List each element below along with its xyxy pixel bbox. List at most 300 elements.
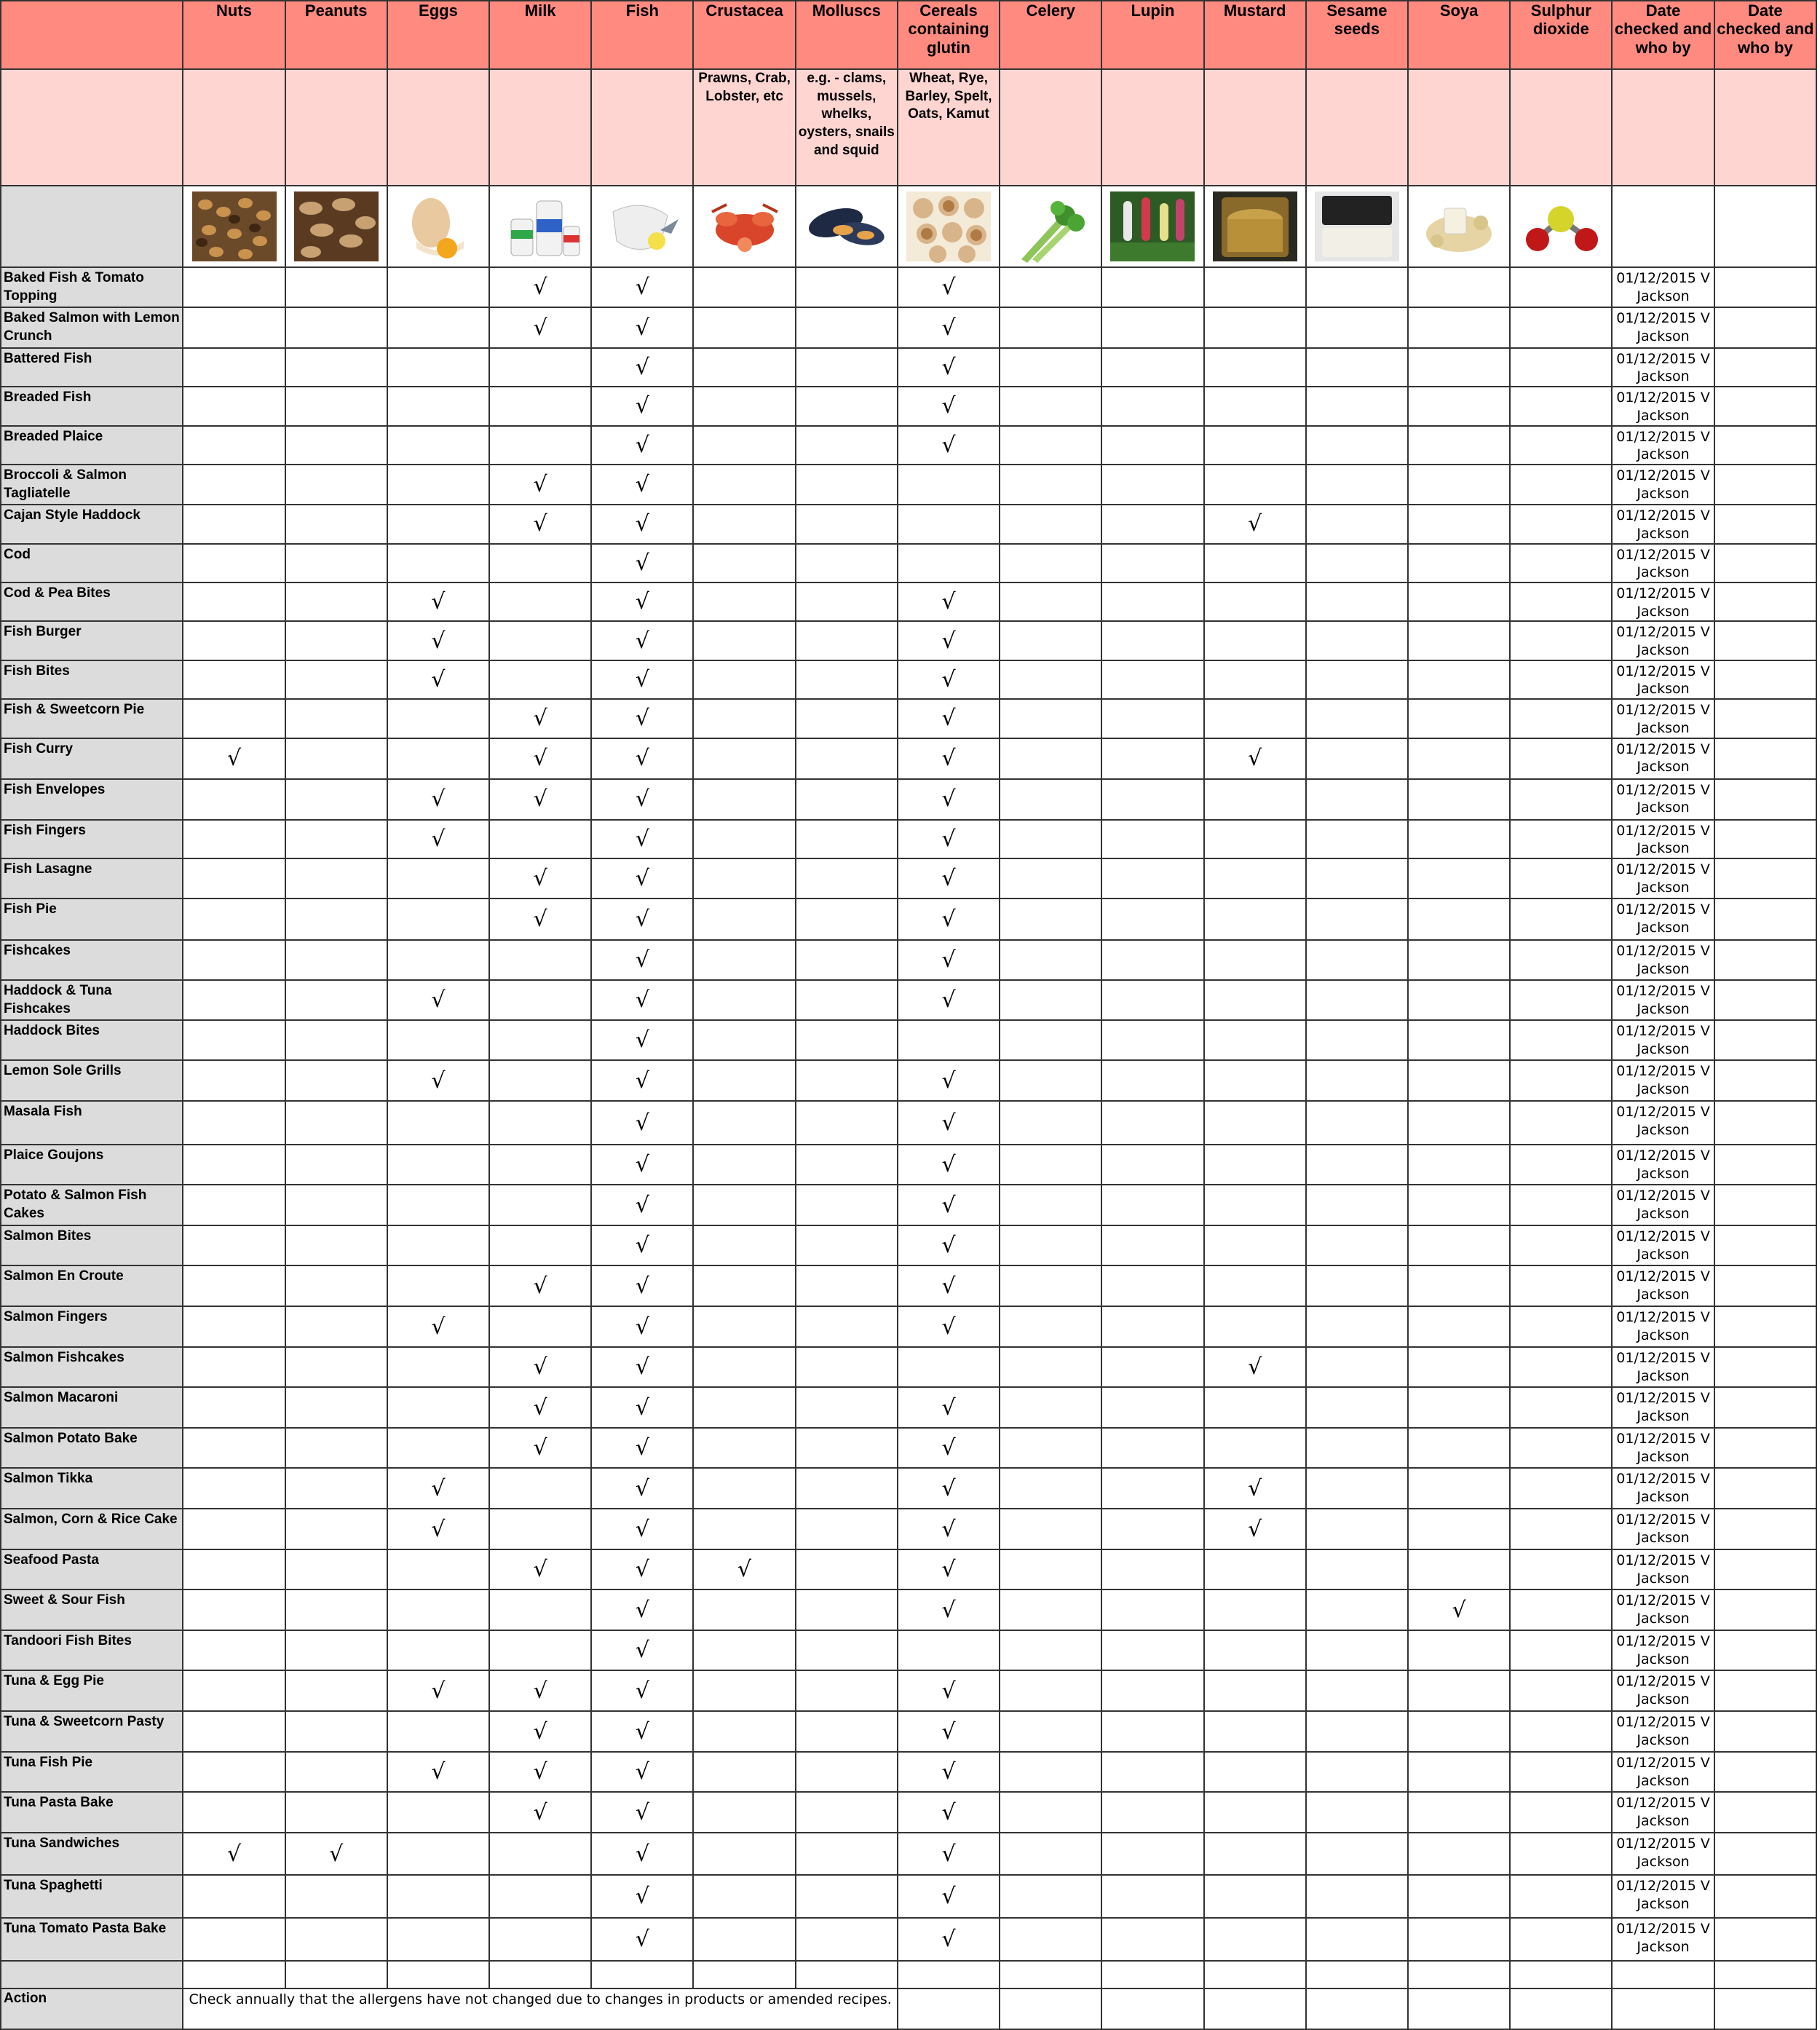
check-mark: √ (431, 1759, 446, 1785)
cell-soya (1408, 1589, 1510, 1630)
cell-eggs (387, 387, 489, 425)
check-mark: √ (533, 1799, 547, 1825)
cell-nuts (183, 820, 285, 858)
action-note: Check annually that the allergens have not changed due to changes in products or amended recipes. (183, 1988, 898, 2029)
check-mark: √ (635, 1557, 649, 1583)
date-checked-cell: 01/12/2015 V Jackson (1612, 858, 1714, 899)
cell-mustard (1204, 1630, 1306, 1670)
cell-soya (1408, 858, 1510, 899)
cell-cereals (898, 1468, 1000, 1509)
cell-sesame (1306, 699, 1408, 738)
cell-sulphur (1510, 1265, 1612, 1306)
check-mark: √ (635, 1718, 649, 1745)
cell-lupin (1101, 1060, 1203, 1101)
date-checked-cell-2 (1714, 1185, 1816, 1225)
cell-nuts (183, 738, 285, 779)
cell-sulphur (1510, 1306, 1612, 1347)
cell-molluscs (796, 621, 898, 660)
cell-sulphur (1510, 621, 1612, 660)
cell-soya (1408, 267, 1510, 307)
dish-name: Cajan Style Haddock (1, 505, 183, 543)
cell-soya (1408, 738, 1510, 779)
cell-soya (1408, 899, 1510, 940)
table-row (1, 621, 1816, 660)
date-checked-cell: 01/12/2015 V Jackson (1612, 1060, 1714, 1101)
table-row (1, 267, 1816, 307)
cell-peanuts (285, 1792, 387, 1833)
date-checked-cell-2 (1714, 544, 1816, 582)
date-checked-cell: 01/12/2015 V Jackson (1612, 465, 1714, 505)
cell-milk (489, 1060, 591, 1101)
cell-soya (1408, 1630, 1510, 1670)
date-checked-cell-2 (1714, 1347, 1816, 1387)
header-celery: Celery (1000, 1, 1101, 69)
cell-fish (591, 1428, 693, 1468)
cell-molluscs (796, 940, 898, 980)
check-mark: √ (941, 666, 956, 692)
cell-cereals (898, 899, 1000, 940)
cell-lupin (1101, 980, 1203, 1020)
dish-name: Tuna & Sweetcorn Pasty (1, 1711, 183, 1752)
check-mark: √ (635, 1110, 649, 1136)
cell-fish (591, 1549, 693, 1589)
date-checked-cell-2 (1714, 1509, 1816, 1549)
check-mark: √ (635, 315, 649, 341)
header-mustard: Mustard (1204, 1, 1306, 69)
cell-eggs (387, 1265, 489, 1306)
check-mark: √ (941, 1884, 956, 1910)
cell-nuts (183, 465, 285, 505)
date-checked-cell: 01/12/2015 V Jackson (1612, 1428, 1714, 1468)
cell-celery (1000, 1347, 1101, 1387)
sulphur-dioxide-icon (1517, 190, 1605, 263)
subheader-cereals: Wheat, Rye, Barley, Spelt, Oats, Kamut (898, 69, 1000, 186)
cell-molluscs (796, 1670, 898, 1711)
date-checked-cell: 01/12/2015 V Jackson (1612, 1101, 1714, 1145)
blank-cell (1204, 1961, 1306, 1988)
cell-celery (1000, 465, 1101, 505)
cell-lupin (1101, 779, 1203, 820)
cell-mustard (1204, 426, 1306, 465)
cell-soya (1408, 779, 1510, 820)
header-sesame: Sesame seeds (1306, 1, 1408, 69)
cell-cereals (898, 1792, 1000, 1833)
cell-soya (1408, 1918, 1510, 1961)
check-mark: √ (635, 826, 649, 852)
cell-milk (489, 1792, 591, 1833)
dish-name: Fish Bites (1, 660, 183, 699)
check-mark: √ (533, 906, 547, 932)
cell-lupin (1101, 1145, 1203, 1185)
cell-peanuts (285, 699, 387, 738)
action-empty-cell (1612, 1988, 1714, 2029)
cell-eggs (387, 1752, 489, 1792)
cell-nuts (183, 544, 285, 582)
check-mark: √ (941, 706, 956, 732)
cell-mustard (1204, 1792, 1306, 1833)
blank-cell (1408, 1961, 1510, 1988)
cell-eggs (387, 1347, 489, 1387)
action-empty-cell (1204, 1988, 1306, 2029)
cell-eggs (387, 699, 489, 738)
cell-celery (1000, 1387, 1101, 1428)
cell-sesame (1306, 980, 1408, 1020)
table-row (1, 465, 1816, 505)
subheader-celery (1000, 69, 1101, 186)
cell-fish (591, 699, 693, 738)
check-mark: √ (635, 1597, 649, 1623)
check-mark: √ (941, 1435, 956, 1461)
date-checked-cell-2 (1714, 465, 1816, 505)
cell-crustacea (693, 1875, 795, 1918)
table-row (1, 738, 1816, 779)
cell-eggs (387, 858, 489, 899)
date-checked-cell-2 (1714, 1875, 1816, 1918)
date-checked-cell-2 (1714, 1145, 1816, 1185)
table-row (1, 1918, 1816, 1961)
cell-milk (489, 267, 591, 307)
cell-fish (591, 1185, 693, 1225)
date-checked-cell: 01/12/2015 V Jackson (1612, 1792, 1714, 1833)
cell-soya (1408, 348, 1510, 387)
cell-cereals (898, 980, 1000, 1020)
date-checked-cell-2 (1714, 899, 1816, 940)
cell-soya (1408, 1020, 1510, 1060)
date-checked-cell-2 (1714, 582, 1816, 621)
cell-eggs (387, 544, 489, 582)
table-row (1, 820, 1816, 858)
check-mark: √ (941, 275, 956, 301)
cell-milk (489, 1428, 591, 1468)
check-mark: √ (1248, 1516, 1262, 1542)
cell-soya (1408, 980, 1510, 1020)
check-mark: √ (431, 786, 446, 812)
cell-crustacea (693, 1145, 795, 1185)
cell-fish (591, 348, 693, 387)
cell-nuts (183, 348, 285, 387)
dish-name: Lemon Sole Grills (1, 1060, 183, 1101)
cell-soya (1408, 1185, 1510, 1225)
cell-eggs (387, 1792, 489, 1833)
check-mark: √ (941, 1718, 956, 1745)
cell-cereals (898, 1670, 1000, 1711)
check-mark: √ (431, 987, 446, 1014)
cell-eggs (387, 307, 489, 347)
cell-sulphur (1510, 1711, 1612, 1752)
cell-lupin (1101, 1711, 1203, 1752)
cell-lupin (1101, 465, 1203, 505)
check-mark: √ (635, 589, 649, 615)
cell-nuts (183, 1265, 285, 1306)
cell-molluscs (796, 1060, 898, 1101)
header-lupin: Lupin (1101, 1, 1203, 69)
cell-sulphur (1510, 505, 1612, 543)
cell-celery (1000, 1020, 1101, 1060)
dish-name: Fish Curry (1, 738, 183, 779)
dish-name: Tuna Spaghetti (1, 1875, 183, 1918)
cell-crustacea (693, 660, 795, 699)
date-checked-cell: 01/12/2015 V Jackson (1612, 1265, 1714, 1306)
subheader-sesame (1306, 69, 1408, 186)
date-checked-cell-2 (1714, 1792, 1816, 1833)
cell-mustard (1204, 1225, 1306, 1265)
cell-milk (489, 980, 591, 1020)
cell-fish (591, 1225, 693, 1265)
cell-molluscs (796, 858, 898, 899)
image-cell-nuts (183, 186, 285, 267)
cell-eggs (387, 1428, 489, 1468)
check-mark: √ (941, 589, 956, 615)
check-mark: √ (635, 393, 649, 419)
cell-soya (1408, 544, 1510, 582)
check-mark: √ (1248, 1354, 1262, 1381)
cell-crustacea (693, 348, 795, 387)
cell-cereals (898, 1225, 1000, 1265)
check-mark: √ (635, 1394, 649, 1421)
dish-name: Salmon, Corn & Rice Cake (1, 1509, 183, 1549)
cell-celery (1000, 307, 1101, 347)
header-date-checked: Date checked and who by (1612, 1, 1714, 69)
blank-cell (1000, 1961, 1101, 1988)
cell-fish (591, 899, 693, 940)
cell-soya (1408, 1549, 1510, 1589)
image-cell-molluscs (796, 186, 898, 267)
cell-crustacea (693, 738, 795, 779)
cell-mustard (1204, 1185, 1306, 1225)
cell-cereals (898, 1101, 1000, 1145)
cell-mustard (1204, 1347, 1306, 1387)
cell-eggs (387, 1875, 489, 1918)
cell-crustacea (693, 307, 795, 347)
check-mark: √ (941, 1927, 956, 1953)
date-checked-cell: 01/12/2015 V Jackson (1612, 544, 1714, 582)
cell-fish (591, 940, 693, 980)
cell-nuts (183, 779, 285, 820)
check-mark: √ (941, 1841, 956, 1867)
cell-sulphur (1510, 1020, 1612, 1060)
cell-peanuts (285, 1630, 387, 1670)
cell-cereals (898, 544, 1000, 582)
table-row (1, 1265, 1816, 1306)
blank-cell (898, 1961, 1000, 1988)
soya-icon (1415, 190, 1503, 263)
cell-nuts (183, 1145, 285, 1185)
cell-sesame (1306, 621, 1408, 660)
cell-eggs (387, 820, 489, 858)
dish-name: Fish Lasagne (1, 858, 183, 899)
dish-name: Tandoori Fish Bites (1, 1630, 183, 1670)
blank-cell (489, 1961, 591, 1988)
image-cell-eggs (387, 186, 489, 267)
check-mark: √ (431, 1516, 446, 1542)
cell-crustacea (693, 1428, 795, 1468)
cell-sesame (1306, 426, 1408, 465)
cell-peanuts (285, 582, 387, 621)
cell-cereals (898, 348, 1000, 387)
cell-soya (1408, 1509, 1510, 1549)
image-cell-mustard (1204, 186, 1306, 267)
date-checked-cell: 01/12/2015 V Jackson (1612, 348, 1714, 387)
cell-celery (1000, 1918, 1101, 1961)
check-mark: √ (226, 746, 242, 771)
cell-mustard (1204, 980, 1306, 1020)
cell-celery (1000, 1468, 1101, 1509)
cell-peanuts (285, 660, 387, 699)
sesame-icon (1313, 190, 1401, 263)
cell-eggs (387, 1185, 489, 1225)
cell-molluscs (796, 1387, 898, 1428)
dish-name: Masala Fish (1, 1101, 183, 1145)
cell-crustacea (693, 1020, 795, 1060)
cell-milk (489, 544, 591, 582)
cell-crustacea (693, 1711, 795, 1752)
date-checked-cell: 01/12/2015 V Jackson (1612, 1833, 1714, 1875)
cell-sesame (1306, 1752, 1408, 1792)
cell-celery (1000, 267, 1101, 307)
date-checked-cell: 01/12/2015 V Jackson (1612, 980, 1714, 1020)
cell-fish (591, 1145, 693, 1185)
table-row (1, 348, 1816, 387)
date-checked-cell: 01/12/2015 V Jackson (1612, 1711, 1714, 1752)
subheader-soya (1408, 69, 1510, 186)
cell-nuts (183, 858, 285, 899)
check-mark: √ (635, 1314, 649, 1340)
cell-sulphur (1510, 307, 1612, 347)
cell-nuts (183, 1630, 285, 1670)
table-row (1, 858, 1816, 899)
blank-cell (1714, 1961, 1816, 1988)
cell-nuts (183, 1306, 285, 1347)
cell-lupin (1101, 1752, 1203, 1792)
date-checked-cell-2 (1714, 307, 1816, 347)
cell-mustard (1204, 1670, 1306, 1711)
cell-mustard (1204, 465, 1306, 505)
cell-molluscs (796, 1918, 898, 1961)
cell-crustacea (693, 426, 795, 465)
check-mark: √ (635, 1233, 649, 1259)
cell-fish (591, 1509, 693, 1549)
cell-mustard (1204, 1145, 1306, 1185)
cell-sulphur (1510, 1509, 1612, 1549)
check-mark: √ (635, 1799, 649, 1825)
cell-nuts (183, 1792, 285, 1833)
check-mark: √ (533, 1354, 547, 1381)
cell-milk (489, 426, 591, 465)
cell-eggs (387, 1918, 489, 1961)
date-checked-cell-2 (1714, 1918, 1816, 1961)
cell-cereals (898, 940, 1000, 980)
cell-molluscs (796, 1711, 898, 1752)
blank-row-label (1, 1961, 183, 1988)
cell-sesame (1306, 1020, 1408, 1060)
dish-name: Fish & Sweetcorn Pie (1, 699, 183, 738)
cell-sesame (1306, 1630, 1408, 1670)
cell-fish (591, 1060, 693, 1101)
cell-milk (489, 1711, 591, 1752)
check-mark: √ (1248, 1475, 1262, 1501)
cell-sulphur (1510, 348, 1612, 387)
cell-lupin (1101, 1549, 1203, 1589)
cell-sesame (1306, 940, 1408, 980)
subheader-peanuts (285, 69, 387, 186)
cell-celery (1000, 1875, 1101, 1918)
cell-peanuts (285, 426, 387, 465)
dish-name: Baked Salmon with Lemon Crunch (1, 307, 183, 347)
cell-molluscs (796, 1875, 898, 1918)
lupin-icon (1109, 190, 1196, 263)
date-checked-cell: 01/12/2015 V Jackson (1612, 582, 1714, 621)
cell-crustacea (693, 940, 795, 980)
date-checked-cell-2 (1714, 1428, 1816, 1468)
check-mark: √ (941, 1273, 956, 1299)
check-mark: √ (533, 1435, 547, 1461)
date-checked-cell: 01/12/2015 V Jackson (1612, 940, 1714, 980)
cell-peanuts (285, 621, 387, 660)
cell-molluscs (796, 267, 898, 307)
cell-milk (489, 1101, 591, 1145)
cell-molluscs (796, 1752, 898, 1792)
cell-fish (591, 980, 693, 1020)
cell-crustacea (693, 387, 795, 425)
cell-milk (489, 1185, 591, 1225)
check-mark: √ (635, 1638, 649, 1664)
cell-molluscs (796, 1509, 898, 1549)
cell-crustacea (693, 1060, 795, 1101)
cell-celery (1000, 738, 1101, 779)
cell-lupin (1101, 1875, 1203, 1918)
table-row (1, 1833, 1816, 1875)
cell-soya (1408, 660, 1510, 699)
cell-peanuts (285, 1468, 387, 1509)
cell-peanuts (285, 1020, 387, 1060)
cell-sesame (1306, 582, 1408, 621)
cell-cereals (898, 1265, 1000, 1306)
cell-celery (1000, 621, 1101, 660)
cell-celery (1000, 1589, 1101, 1630)
cell-lupin (1101, 820, 1203, 858)
cell-sesame (1306, 1428, 1408, 1468)
cell-eggs (387, 465, 489, 505)
cell-fish (591, 1752, 693, 1792)
date-checked-cell-2 (1714, 1468, 1816, 1509)
cell-nuts (183, 307, 285, 347)
cell-milk (489, 1020, 591, 1060)
cell-milk (489, 465, 591, 505)
check-mark: √ (635, 1192, 649, 1218)
date-checked-cell: 01/12/2015 V Jackson (1612, 1020, 1714, 1060)
cell-peanuts (285, 1347, 387, 1387)
cell-celery (1000, 348, 1101, 387)
cell-milk (489, 1306, 591, 1347)
blank-row (1, 1961, 1816, 1988)
table-row (1, 1549, 1816, 1589)
dish-name: Salmon Potato Bake (1, 1428, 183, 1468)
image-cell-date (1612, 186, 1714, 267)
header-milk: Milk (489, 1, 591, 69)
dish-name: Battered Fish (1, 348, 183, 387)
crustacea-icon (701, 190, 788, 263)
cell-soya (1408, 426, 1510, 465)
cell-mustard (1204, 1101, 1306, 1145)
action-empty-cell (1000, 1988, 1101, 2029)
cell-nuts (183, 1670, 285, 1711)
date-checked-cell-2 (1714, 348, 1816, 387)
dish-name: Fish Pie (1, 899, 183, 940)
cell-molluscs (796, 1101, 898, 1145)
cell-nuts (183, 660, 285, 699)
image-cell-fish (591, 186, 693, 267)
cell-milk (489, 1225, 591, 1265)
